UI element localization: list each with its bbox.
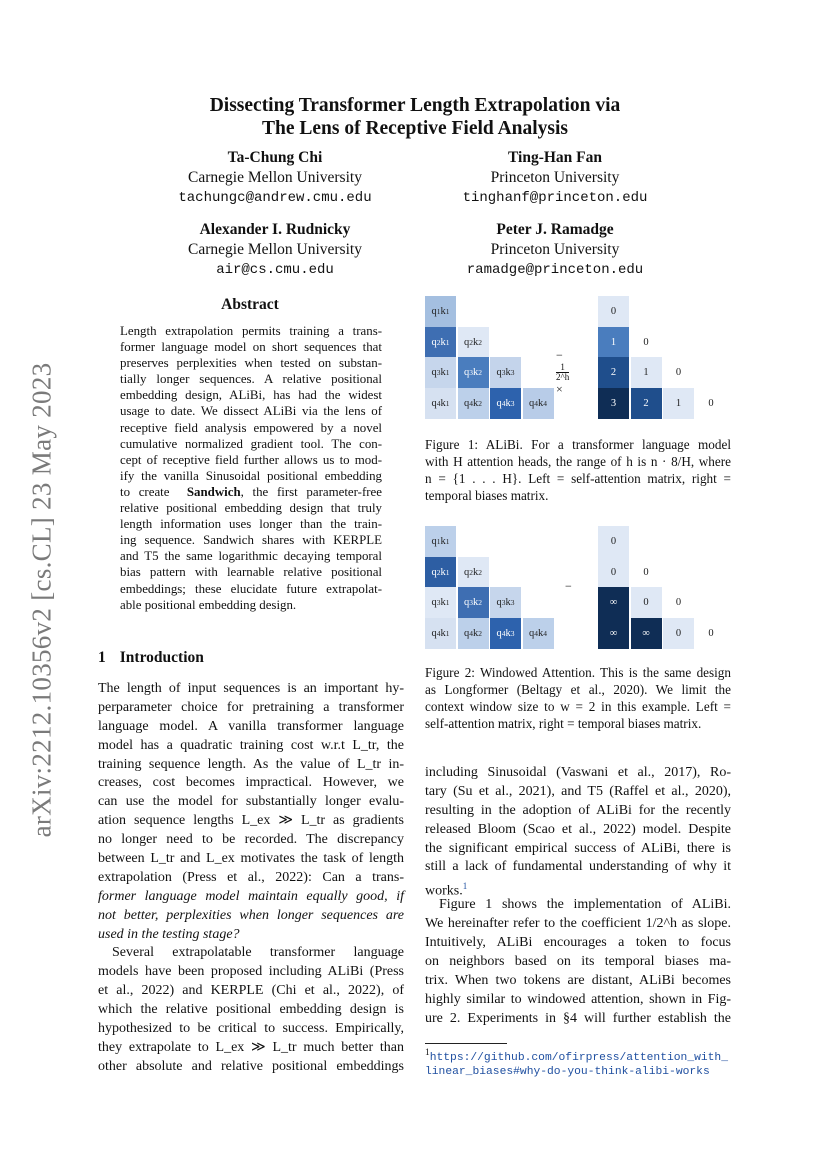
bias-cell: 0 bbox=[631, 587, 662, 618]
body-line: resulting in the adoption of ALiBi for the recently bbox=[425, 802, 731, 818]
attention-cell: q 4 k 1 bbox=[425, 388, 456, 419]
body-line: they extrapolate to L_ex ≫ L_tr much better than bbox=[98, 1039, 404, 1055]
right-column-body bbox=[425, 764, 731, 1028]
attention-cell: q 4 k 2 bbox=[458, 618, 489, 649]
abstract-line bbox=[120, 484, 382, 500]
bias-cell: 0 bbox=[696, 388, 727, 419]
caption-line: self-attention matrix, right = temporal biases matrix. bbox=[425, 716, 702, 731]
title-line-1: Dissecting Transformer Length Extrapolation via bbox=[209, 95, 621, 116]
attention-cell: q 2 k 1 bbox=[425, 557, 456, 588]
footnote bbox=[425, 1046, 728, 1080]
bias-cell: ∞ bbox=[598, 618, 629, 649]
caption-line: as Longformer (Beltagy et al., 2020). We limit the bbox=[425, 682, 731, 697]
caption-line: Figure 1: ALiBi. For a transformer language model bbox=[425, 437, 731, 452]
attention-cell: q 2 k 2 bbox=[458, 557, 489, 588]
bias-cell: 1 bbox=[631, 357, 662, 388]
author-name: Alexander I. Rudnicky bbox=[199, 221, 351, 238]
abstract-line: Length extrapolation permits training a trans- bbox=[120, 324, 382, 338]
bias-cell: 0 bbox=[631, 327, 662, 358]
abstract-text: , the first parameter-free bbox=[240, 484, 382, 499]
author-name: Ta-Chung Chi bbox=[227, 149, 323, 166]
body-line: which the relative positional embedding design is bbox=[98, 1002, 404, 1018]
body-text: works. bbox=[425, 884, 463, 899]
body-line: tary (Su et al., 2021), and T5 (Raffel et al., 2020), bbox=[425, 783, 731, 799]
attention-cell: q 4 k 4 bbox=[523, 618, 554, 649]
body-line: highly similar to windowed attention, shown in Fig- bbox=[425, 991, 731, 1007]
attention-cell: q 4 k 1 bbox=[425, 618, 456, 649]
body-line: ure 2. Experiments in §4 will further establish the bbox=[425, 1010, 731, 1026]
body-line: trix. When two tokens are distant, ALiBi becomes bbox=[425, 972, 731, 988]
paper-title bbox=[110, 94, 720, 140]
caption-line: with H attention heads, the range of h is n · 8/H, where bbox=[425, 454, 731, 469]
footnote-url[interactable]: https://github.com/ofirpress/attention_with_ bbox=[429, 1051, 728, 1064]
author-block-1 bbox=[160, 148, 390, 208]
footnote-number: 1 bbox=[425, 1048, 430, 1058]
body-line: on neighbors based on its temporal biases ma- bbox=[425, 953, 731, 969]
left-column-body bbox=[98, 680, 404, 1077]
footnote-mark[interactable]: 1 bbox=[462, 881, 468, 892]
author-block-2 bbox=[440, 148, 670, 208]
attention-cell: q 1 k 1 bbox=[425, 296, 456, 327]
attention-cell: q 3 k 1 bbox=[425, 357, 456, 388]
body-line: former language model maintain equally good, if bbox=[98, 888, 404, 904]
body-line: hypothesized to be critical to success. Empirically, bbox=[98, 1021, 404, 1037]
abstract-line: former language model on short sequences that bbox=[120, 340, 382, 355]
abstract-line: cumulative normalized gradient tool. The con- bbox=[120, 436, 382, 451]
attention-cell: q 3 k 2 bbox=[458, 587, 489, 618]
figure-2-caption bbox=[425, 664, 731, 732]
abstract-line: embedding design, ALiBi, has had the widest bbox=[120, 388, 382, 403]
bias-cell: 0 bbox=[663, 587, 694, 618]
bias-cell: 0 bbox=[598, 296, 629, 327]
abstract-line: relative positional embedding design that truly bbox=[120, 501, 382, 516]
bias-cell: ∞ bbox=[631, 618, 662, 649]
attention-cell: q 1 k 1 bbox=[425, 526, 456, 557]
body-line: perparameter choice for pretraining a transformer bbox=[98, 699, 404, 715]
body-line: extrapolation (Press et al., 2022): Can a trans- bbox=[98, 869, 404, 885]
caption-line: n = {1 . . . H}. Left = self-attention matrix, right = bbox=[425, 471, 731, 486]
fig1-slope-fraction bbox=[556, 363, 569, 382]
author-name: Ting-Han Fan bbox=[507, 149, 603, 166]
body-line: no longer need to be recorded. The discrepancy bbox=[98, 832, 404, 848]
body-line: training sequence length. As the value of L_tr in- bbox=[98, 756, 404, 772]
author-email[interactable]: tachungc@andrew.cmu.edu bbox=[178, 190, 372, 206]
attention-cell: q 3 k 1 bbox=[425, 587, 456, 618]
attention-cell: q 3 k 3 bbox=[490, 587, 521, 618]
fig1-times: × bbox=[556, 382, 563, 396]
attention-cell: q 2 k 1 bbox=[425, 327, 456, 358]
title-line-2: The Lens of Receptive Field Analysis bbox=[261, 118, 569, 139]
attention-cell: q 4 k 4 bbox=[523, 388, 554, 419]
author-block-3 bbox=[160, 220, 390, 280]
abstract-line: ing sequence. Sandwich shares with KERPLE bbox=[120, 533, 382, 548]
abstract-heading: Abstract bbox=[221, 296, 279, 313]
fig1-frac-num: 1 bbox=[556, 363, 569, 373]
body-line: released Bloom (Scao et al., 2022) model. Despite bbox=[425, 821, 731, 837]
author-block-4 bbox=[440, 220, 670, 280]
author-email[interactable]: ramadge@princeton.edu bbox=[466, 262, 644, 278]
body-line: the significant empirical success of ALiBi, there is bbox=[425, 840, 731, 856]
fig2-operator: − bbox=[565, 579, 572, 593]
body-line: used in the testing stage? bbox=[98, 926, 240, 942]
caption-line: context window size to w = 2 in this example. Left = bbox=[425, 699, 731, 714]
arxiv-stamp: arXiv:2212.10356v2 [cs.CL] 23 May 2023 bbox=[26, 362, 57, 838]
abstract-line: bias pattern with learnable relative positional bbox=[120, 565, 382, 580]
body-line: not better, perplexities when longer sequences are bbox=[98, 907, 404, 923]
body-line: We hereinafter refer to the coefficient 1/2^h as slope. bbox=[425, 916, 731, 932]
attention-cell: q 3 k 3 bbox=[490, 357, 521, 388]
section-number: 1 bbox=[98, 649, 106, 666]
attention-cell: q 4 k 2 bbox=[458, 388, 489, 419]
abstract-line: tially longer sequences. A relative positional bbox=[120, 372, 382, 387]
bias-cell: 0 bbox=[598, 526, 629, 557]
body-line: Several extrapolatable transformer language bbox=[112, 945, 404, 961]
section-title: Introduction bbox=[119, 649, 204, 666]
author-email[interactable]: tinghanf@princeton.edu bbox=[462, 190, 648, 206]
author-affiliation: Carnegie Mellon University bbox=[188, 169, 362, 186]
abstract-line: ify the vanilla Sinusoidal positional embedding bbox=[120, 468, 382, 483]
caption-line: Figure 2: Windowed Attention. This is the same design bbox=[425, 665, 731, 680]
body-line: other absolute and relative positional embeddings bbox=[98, 1058, 404, 1074]
body-line: including Sinusoidal (Vaswani et al., 2017), Ro- bbox=[425, 765, 731, 780]
bias-cell: 0 bbox=[598, 557, 629, 588]
bias-cell: 0 bbox=[631, 557, 662, 588]
bias-cell: 0 bbox=[663, 618, 694, 649]
bias-cell: 2 bbox=[598, 357, 629, 388]
figure-1-caption bbox=[425, 436, 731, 504]
bias-cell: 1 bbox=[598, 327, 629, 358]
footnote-line-1 bbox=[425, 1046, 728, 1065]
fig1-operator bbox=[556, 348, 569, 397]
abstract-line: usage to date. We dissect ALiBi via the lens of bbox=[120, 404, 382, 419]
body-line: creases, cost becomes impractical. However, we bbox=[98, 775, 404, 791]
body-line: Figure 1 shows the implementation of ALiBi. bbox=[439, 897, 731, 913]
fig1-minus: − bbox=[556, 348, 563, 362]
abstract-line: and T5 the same logarithmic decaying temporal bbox=[120, 549, 382, 564]
body-line: still a lack of fundamental understanding of why it bbox=[425, 859, 731, 875]
bias-cell: 0 bbox=[663, 357, 694, 388]
abstract-text: to create bbox=[120, 484, 170, 499]
author-email[interactable]: air@cs.cmu.edu bbox=[216, 262, 334, 278]
caption-line: temporal biases matrix. bbox=[425, 488, 549, 503]
body-line: et al., 2022) and KERPLE (Chi et al., 2022), of bbox=[98, 983, 404, 999]
attention-cell: q 4 k 3 bbox=[490, 388, 521, 419]
footnote-rule bbox=[425, 1043, 507, 1044]
footnote-url-cont[interactable]: linear_biases#why-do-you-think-alibi-works bbox=[425, 1066, 710, 1079]
bias-cell: 2 bbox=[631, 388, 662, 419]
author-name: Peter J. Ramadge bbox=[496, 221, 614, 238]
body-line: The length of input sequences is an important hy- bbox=[98, 681, 404, 696]
author-affiliation: Princeton University bbox=[490, 169, 620, 186]
sandwich-term: Sandwich bbox=[186, 484, 241, 499]
fig1-frac-den: 2^h bbox=[556, 372, 570, 382]
abstract-line: length information uses longer than the train- bbox=[120, 517, 382, 532]
attention-cell: q 2 k 2 bbox=[458, 327, 489, 358]
abstract-line: receptive field analysis empowered by a novel bbox=[120, 420, 382, 435]
author-affiliation: Carnegie Mellon University bbox=[188, 241, 362, 258]
body-line: language model. A vanilla transformer language bbox=[98, 718, 404, 734]
body-line: can use the model for substantially longer evalu- bbox=[98, 794, 404, 810]
bias-cell: 3 bbox=[598, 388, 629, 419]
abstract-line: preserves perplexities when tested on substan- bbox=[120, 356, 382, 371]
bias-cell: 1 bbox=[663, 388, 694, 419]
abstract-body bbox=[120, 323, 382, 613]
abstract-line: able positional embedding design. bbox=[120, 597, 297, 612]
body-line: model has a quadratic training cost w.r.t L_tr, the bbox=[98, 737, 404, 753]
body-line: Intuitively, ALiBi encourages a token to focus bbox=[425, 935, 731, 951]
body-line: between L_tr and L_ex motivates the task of length bbox=[98, 851, 404, 867]
bias-cell: 0 bbox=[696, 618, 727, 649]
abstract-line: embeddings; these elucidate future extrapolat- bbox=[120, 581, 382, 596]
section-heading-introduction bbox=[98, 649, 204, 667]
attention-cell: q 3 k 2 bbox=[458, 357, 489, 388]
abstract-line: cept of receptive field further allows us to mod- bbox=[120, 452, 382, 467]
attention-cell: q 4 k 3 bbox=[490, 618, 521, 649]
body-line: ation sequence lengths L_ex ≫ L_tr as gradients bbox=[98, 813, 404, 829]
bias-cell: ∞ bbox=[598, 587, 629, 618]
body-line: models have been proposed including ALiBi (Press bbox=[98, 964, 404, 980]
author-affiliation: Princeton University bbox=[490, 241, 620, 258]
body-line bbox=[425, 877, 731, 899]
